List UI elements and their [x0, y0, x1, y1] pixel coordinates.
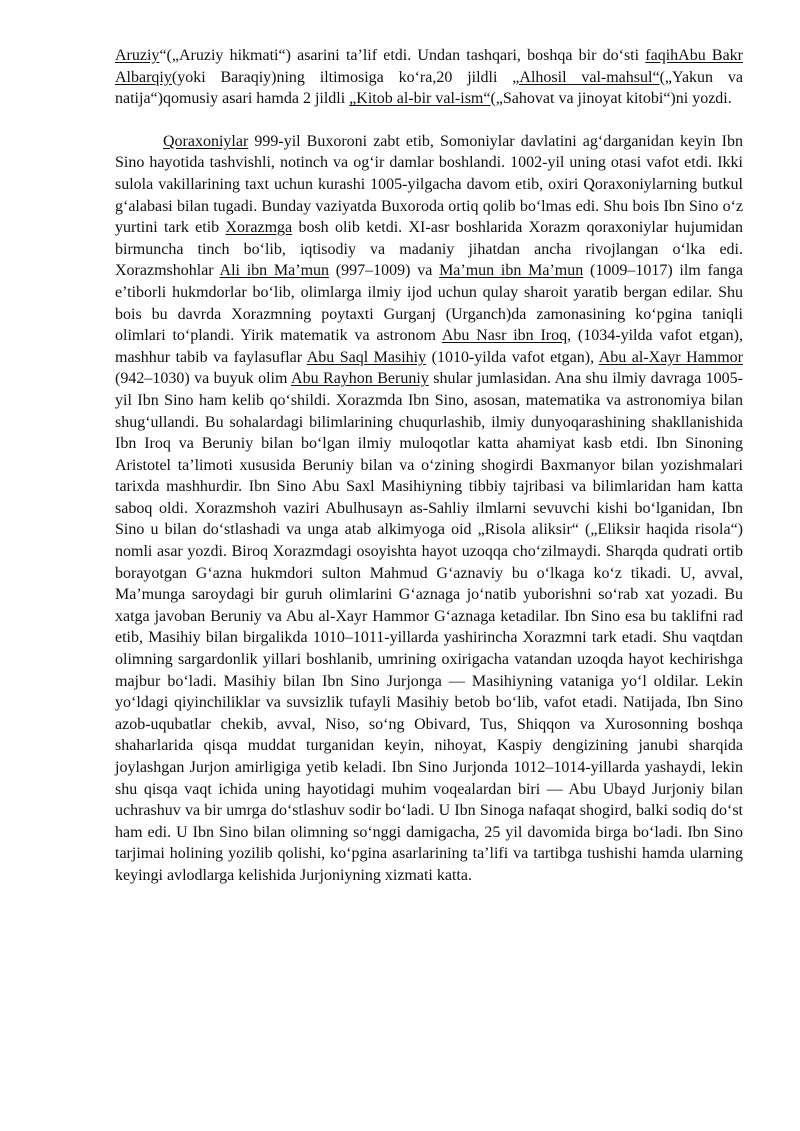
link[interactable]: faqihAbu Bakr Albarqiy — [115, 47, 744, 86]
text-segment: (942–1030) va buyuk olim — [115, 370, 292, 388]
text-segment: bosh olib ketdi. XI-asr boshlarida Xorazm qoraxoniylar hujumidan birmuncha tinch bo‘lib, iqtisodiy va madaniy jihatdan ancha rivojlangan o‘lka edi. Xorazmshohlar — [115, 219, 744, 280]
document-page — [115, 45, 743, 887]
text-segment: („Yakun va natija“)qomusiy asari hamda 2 jildli — [115, 68, 743, 108]
text-segment: “(„Aruziy hikmati“) asarini ta’lif etdi. Undan tashqari, boshqa bir do‘sti — [159, 47, 646, 64]
text-segment: (1010-yilda vafot etgan), — [426, 348, 599, 366]
text-segment: shular jumlasidan. Ana shu ilmiy davraga 1005-yil Ibn Sino ham kelib qo‘shildi. Xorazmda Ibn Sino, asosan, matematika va astronomiya bilan shug‘ullandi. Bu sohalardagi bilimlarining chuqurlashib, ilmiy dunyoqarashining shakllanishida Ibn Iroq va Beruniy bilan bo‘lgan ilmiy muloqotlar katta ahamiyat kasb etdi. Ibn Sinoning Aristotel ta’limoti xususida Beruniy bilan va o‘zining shogirdi Baxmanyor bilan yozishmalari tarixda mashhurdir. Ibn Sino Abu Saxl Masihiyning tibbiy tajribasi va bilimlaridan ham katta saboq oldi. Xorazmshoh vaziri Abulhusayn as-Sahliy ilmlarni sevuvchi kishi bo‘lganidan, Ibn Sino u bilan do‘stlashadi va unga atab alkimyoga oid „Risola aliksir“ („Eliksir haqida risola“) nomli asar yozdi. Biroq Xorazmdagi osoyishta hayot uzoqqa cho‘zilmaydi. Sharqda qudrati ortib borayotgan G‘azna hukmdori sulton Mahmud G‘aznaviy bu o‘lkaga ko‘z tikadi. U, avval, Ma’munga saroydagi bir guruh olimlarini G‘aznaga jo‘natib yuborishni so‘rab xat yozadi. Bu xatga javoban Beruniy va Abu al-Xayr Hammor G‘aznaga ketadilar. Ibn Sino esa bu taklifni rad etib, Masihiy bilan birgalikda 1010–1011-yillarda yashirincha Xorazmni tark etadi. Shu vaqtdan olimning sargardonlik yillari boshlanib, umrining oxirigacha vatandan uzoqda hayot kechirishga majbur bo‘ladi. Masihiy bilan Ibn Sino Jurjonga — Masihiyning vataniga yo‘l oldilar. Lekin yo‘ldagi qiyinchiliklar va suvsizlik tufayli Masihiy betob bo‘lib, vafot etadi. Natijada, Ibn Sino azob-uqubatlar chekib, avval, Niso, so‘ng Obivard, Tus, Shiqqon va Xurosonning boshqa shaharlarida qisqa muddat turganidan keyin, nihoyat, Kaspiy dengizining janubi sharqida joylashgan Jurjon amirligiga yetib keladi. Ibn Sino Jurjonda 1012–1014-yillarda yashaydi, lekin shu qisqa vaqt ichida uning hayotidagi muhim voqealardan biri — Abu Ubayd Jurjoniy bilan uchrashuv va bir umrga do‘stlashuv sodir bo‘ladi. U Ibn Sinoga nafaqat shogird, balki sodiq do‘st ham edi. U Ibn Sino bilan olimning so‘nggi damigacha, 25 yil davomida birga bo‘ladi. Ibn Sino tarjimai holining yozilib qolishi, ko‘pgina asarlarining ta’lifi va tartibga tushishi hamda ularning keyingi avlodlarga kelishida Jurjoniyning xizmati katta. — [115, 370, 743, 884]
link[interactable]: „Alhosil val-mahsul“ — [512, 68, 660, 86]
link[interactable]: Xorazmga — [225, 219, 293, 237]
link[interactable]: Aruziy — [115, 47, 160, 64]
link[interactable]: Abu Nasr ibn Iroq — [441, 327, 568, 345]
link[interactable]: Abu Saql Masihiy — [306, 348, 427, 366]
paragraph-2 — [115, 131, 743, 887]
text-segment: („Sahovat va jinoyat kitobi“)ni yozdi. — [490, 90, 732, 108]
link[interactable]: Qoraxoniylar — [163, 132, 249, 150]
text-segment: (1009–1017) ilm fanga e’tiborli hukmdorlar bo‘lib, olimlarga ilmiy ijod uchun qulay sharoit yaratib bergan edilar. Shu bois bu davrda Xorazmning poytaxti Gurganj (Urganch)da zamonasining ko‘pgina taniqli olimlari to‘plandi. Yirik matematik va astronom — [115, 262, 744, 345]
link[interactable]: Abu al-Xayr Hammor — [598, 348, 743, 366]
text-segment: , (1034-yilda vafot etgan), mashhur tabib va faylasuflar — [115, 327, 744, 366]
link[interactable]: „Kitob al-bir val-ism“ — [349, 90, 491, 108]
link[interactable]: Abu Rayhon Beruniy — [291, 370, 429, 388]
text-segment: 999-yil Buxoroni zabt etib, Somoniylar davlatini ag‘darganidan keyin Ibn Sino hayotida tashvishli, notinch va og‘ir damlar boshlandi. 1002-yil uning otasi vafot etdi. Ikki sulola vakillarining taxt uchun kurashi 1005-yilgacha davom etib, oxiri Qoraxoniylarning butkul g‘alabasi bilan tugadi. Bunday vaziyatda Buxoroda ortiq qolib bo‘lmas edi. Shu bois Ibn Sino o‘z yurtini tark etib — [115, 132, 743, 237]
link[interactable]: Ali ibn Ma’mun — [219, 262, 330, 280]
paragraph-1 — [115, 45, 743, 110]
link[interactable]: Ma’mun ibn Ma’mun — [439, 262, 584, 280]
text-segment: (997–1009) va — [329, 262, 440, 280]
text-segment: (yoki Baraqiy)ning iltimosiga ko‘ra,20 jildli — [171, 68, 513, 86]
